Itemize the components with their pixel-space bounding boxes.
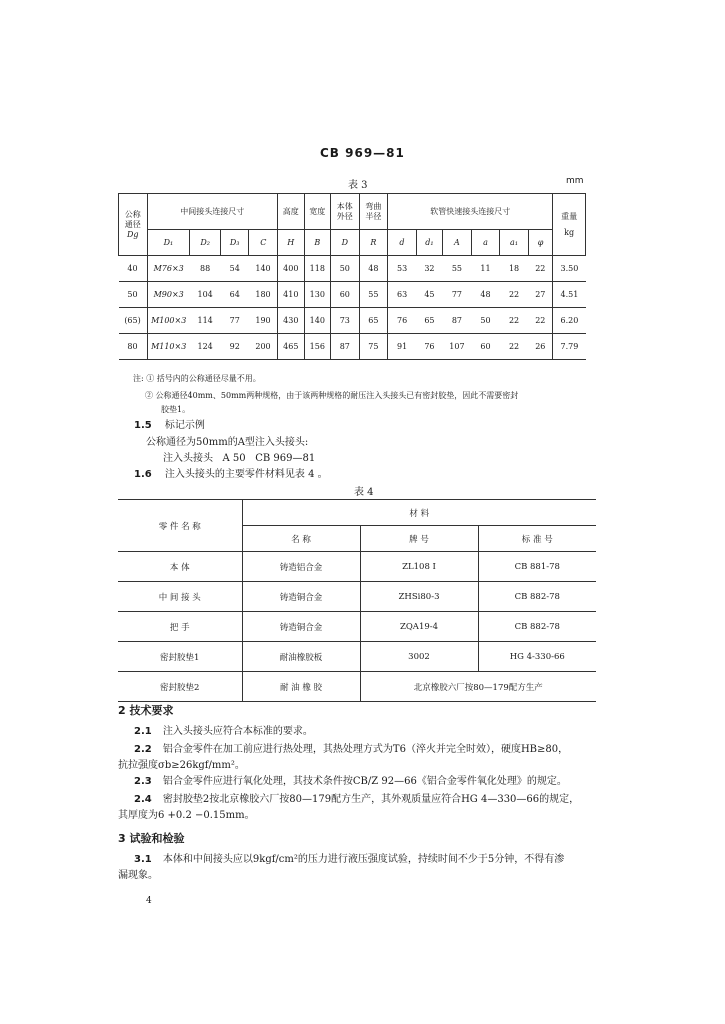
table3-cell: 63 bbox=[388, 282, 417, 308]
body-dia-l1: 本体 bbox=[336, 201, 353, 211]
table3-cell: 50 bbox=[471, 308, 500, 334]
section-1-6-text: 注入头接头的主要零件材料见表 4 。 bbox=[164, 469, 328, 480]
table3-cell: 53 bbox=[388, 256, 417, 282]
para-2-3-num: 2.3 bbox=[134, 776, 152, 787]
para-3-1-text: 本体和中间接头应以9kgf/cm²的压力进行液压强度试验，持续时间不少于5分钟，不得有渗 bbox=[162, 854, 565, 865]
table3-cell: 114 bbox=[190, 308, 221, 334]
para-3-1 bbox=[134, 852, 564, 868]
section-1-5 bbox=[134, 418, 205, 434]
sub-phi: φ bbox=[528, 230, 552, 256]
table3-cell: 22 bbox=[500, 308, 529, 334]
nominal-header bbox=[119, 194, 148, 256]
table3-row bbox=[119, 308, 586, 334]
para-2-3 bbox=[134, 774, 567, 790]
table3-cell: 65 bbox=[359, 308, 388, 334]
note-1: 注: ① 括号内的公称通径尽量不用。 bbox=[133, 374, 261, 383]
table3-cell: 104 bbox=[190, 282, 221, 308]
table3-cell: 77 bbox=[220, 308, 249, 334]
table3-cell: 91 bbox=[388, 334, 417, 360]
para-2-3-text: 铝合金零件应进行氧化处理，其技术条件按CB/Z 92—66《铝合金零件氧化处理》的规定。 bbox=[162, 776, 567, 787]
t4-last-name: 耐 油 橡 胶 bbox=[242, 672, 360, 702]
table3-cell: 3.50 bbox=[553, 256, 586, 282]
sub-aa: a bbox=[471, 230, 500, 256]
table3-cell: 48 bbox=[471, 282, 500, 308]
table4-row bbox=[118, 582, 596, 612]
table4-cell: 把 手 bbox=[118, 612, 242, 642]
table3-cell: 140 bbox=[304, 308, 331, 334]
sub-r: R bbox=[359, 230, 388, 256]
t4-last-merged: 北京橡胶六厂按80—179配方生产 bbox=[360, 672, 596, 702]
table3-cell: 410 bbox=[278, 282, 305, 308]
weight-l2: kg bbox=[564, 227, 575, 237]
table4-cell: 本 体 bbox=[118, 552, 242, 582]
body-dia-header bbox=[331, 194, 360, 230]
table4-cell: CB 882-78 bbox=[478, 582, 596, 612]
table4-cell: CB 881-78 bbox=[478, 552, 596, 582]
para-2-2 bbox=[134, 742, 568, 758]
table4-cell: HG 4-330-66 bbox=[478, 642, 596, 672]
table3-cell: 77 bbox=[443, 282, 472, 308]
table4-cell: ZHSi80-3 bbox=[360, 582, 478, 612]
t4-material-header: 材 料 bbox=[242, 500, 596, 526]
table3-cell: 22 bbox=[500, 282, 529, 308]
standard-number: CB 969—81 bbox=[320, 146, 405, 160]
table4-row bbox=[118, 612, 596, 642]
table3-row bbox=[119, 282, 586, 308]
table3-cell: M110×3 bbox=[147, 334, 190, 360]
sub-a: A bbox=[443, 230, 472, 256]
para-2-1-text: 注入头接头应符合本标准的要求。 bbox=[162, 726, 313, 737]
table3-cell: M76×3 bbox=[147, 256, 190, 282]
table3-cell: 26 bbox=[528, 334, 552, 360]
table3-cell: 64 bbox=[220, 282, 249, 308]
body-dia-l2: 外径 bbox=[336, 211, 353, 221]
para-2-4 bbox=[134, 792, 579, 808]
section-1-6-num: 1.6 bbox=[134, 469, 152, 480]
table3-cell: 87 bbox=[331, 334, 360, 360]
table4-cell: ZL108 I bbox=[360, 552, 478, 582]
marking-line-2: 注入头接头 A 50 CB 969—81 bbox=[163, 453, 316, 464]
table3-cell: 124 bbox=[190, 334, 221, 360]
table3-row bbox=[119, 334, 586, 360]
table3-cell: 50 bbox=[119, 282, 148, 308]
section-3-title: 3 试验和检验 bbox=[118, 832, 185, 845]
table3-cell: 87 bbox=[443, 308, 472, 334]
table3-cell: (65) bbox=[119, 308, 148, 334]
nominal-l1: 公称 bbox=[124, 209, 141, 219]
table3-cell: 45 bbox=[416, 282, 443, 308]
table3-cell: 180 bbox=[249, 282, 278, 308]
table4-cell: ZQA19-4 bbox=[360, 612, 478, 642]
table3-cell: 27 bbox=[528, 282, 552, 308]
table3-cell: 22 bbox=[528, 308, 552, 334]
table3-cell: 22 bbox=[528, 256, 552, 282]
table3-cell: 107 bbox=[443, 334, 472, 360]
para-2-4-cont: 其厚度为6 +0.2 −0.15mm。 bbox=[118, 810, 255, 821]
table3-cell: 130 bbox=[304, 282, 331, 308]
table3-cell: M90×3 bbox=[147, 282, 190, 308]
table3-unit: mm bbox=[566, 176, 584, 186]
para-2-2-num: 2.2 bbox=[134, 744, 152, 755]
section-1-5-title: 标记示例 bbox=[164, 420, 205, 431]
sub-d1: D₁ bbox=[147, 230, 190, 256]
table3-cell: 140 bbox=[249, 256, 278, 282]
sub-c: C bbox=[249, 230, 278, 256]
table3-cell: 50 bbox=[331, 256, 360, 282]
table3-cell: 200 bbox=[249, 334, 278, 360]
t4-part-header: 零 件 名 称 bbox=[118, 500, 242, 552]
table3-cell: 22 bbox=[500, 334, 529, 360]
table4-header-1 bbox=[118, 500, 596, 526]
note-2: ② 公称通径40mm、50mm两种规格，由于该两种规格的耐压注入头接头已有密封胶垫，因此不需要密封 bbox=[145, 391, 519, 400]
table3-cell: 118 bbox=[304, 256, 331, 282]
table3-row bbox=[119, 256, 586, 282]
sub-h: H bbox=[278, 230, 305, 256]
sub-dd: d bbox=[388, 230, 417, 256]
sub-d3: D₃ bbox=[220, 230, 249, 256]
table4-cell: 3002 bbox=[360, 642, 478, 672]
table3-cell: 80 bbox=[119, 334, 148, 360]
bend-l1: 弯曲 bbox=[365, 201, 382, 211]
bend-l2: 半径 bbox=[365, 211, 382, 221]
table3-cell: 32 bbox=[416, 256, 443, 282]
table4-caption: 表 4 bbox=[354, 487, 374, 498]
table3-cell: 88 bbox=[190, 256, 221, 282]
t4-last-part: 密封胶垫2 bbox=[118, 672, 242, 702]
table4-row bbox=[118, 552, 596, 582]
table4-cell: CB 882-78 bbox=[478, 612, 596, 642]
table3-cell: 40 bbox=[119, 256, 148, 282]
table4-row-last bbox=[118, 672, 596, 702]
sub-dd1: d₁ bbox=[416, 230, 443, 256]
table3-cell: 73 bbox=[331, 308, 360, 334]
table3-cell: 465 bbox=[278, 334, 305, 360]
width-header: 宽度 bbox=[304, 194, 331, 230]
weight-l1: 重量 bbox=[561, 211, 578, 221]
table4 bbox=[118, 499, 596, 702]
marking-line-1: 公称通径为50mm的A型注入头接头: bbox=[146, 437, 309, 448]
quick-joint-header: 软管快速接头连接尺寸 bbox=[388, 194, 553, 230]
table3-cell: 6.20 bbox=[553, 308, 586, 334]
para-2-1 bbox=[134, 724, 313, 740]
weight-header bbox=[553, 194, 586, 256]
table3-cell: 18 bbox=[500, 256, 529, 282]
bend-radius-header bbox=[359, 194, 388, 230]
sub-b: B bbox=[304, 230, 331, 256]
sub-a1: a₁ bbox=[500, 230, 529, 256]
note-2-cont: 胶垫1。 bbox=[161, 405, 191, 414]
page-number: 4 bbox=[146, 896, 152, 906]
table4-cell: 耐油橡胶板 bbox=[242, 642, 360, 672]
para-3-1-cont: 漏现象。 bbox=[118, 870, 158, 881]
t4-std-header: 标 准 号 bbox=[478, 526, 596, 552]
table3-body bbox=[119, 256, 586, 360]
table3-cell: 92 bbox=[220, 334, 249, 360]
para-2-4-num: 2.4 bbox=[134, 794, 152, 805]
table3-cell: 4.51 bbox=[553, 282, 586, 308]
section-2-title: 2 技术要求 bbox=[118, 704, 174, 717]
t4-grade-header: 牌 号 bbox=[360, 526, 478, 552]
table3-cell: 55 bbox=[443, 256, 472, 282]
para-2-2-cont: 抗拉强度σb≥26kgf/mm²。 bbox=[118, 760, 245, 771]
nominal-l3: Dg bbox=[127, 229, 139, 239]
table4-cell: 铸造铝合金 bbox=[242, 552, 360, 582]
table3-cell: 65 bbox=[416, 308, 443, 334]
t4-name-header: 名 称 bbox=[242, 526, 360, 552]
table3-cell: 11 bbox=[471, 256, 500, 282]
table3-cell: M100×3 bbox=[147, 308, 190, 334]
table3-group-header bbox=[119, 194, 586, 230]
para-2-1-num: 2.1 bbox=[134, 726, 152, 737]
table3-cell: 76 bbox=[388, 308, 417, 334]
table4-row bbox=[118, 642, 596, 672]
para-3-1-num: 3.1 bbox=[134, 854, 152, 865]
table3-cell: 60 bbox=[331, 282, 360, 308]
table4-body bbox=[118, 552, 596, 672]
table3-cell: 48 bbox=[359, 256, 388, 282]
table3-cell: 60 bbox=[471, 334, 500, 360]
table4-cell: 铸造铜合金 bbox=[242, 612, 360, 642]
table3-cell: 76 bbox=[416, 334, 443, 360]
table3-cell: 54 bbox=[220, 256, 249, 282]
table3-cell: 75 bbox=[359, 334, 388, 360]
table3 bbox=[118, 193, 586, 360]
height-header: 高度 bbox=[278, 194, 305, 230]
sub-d2: D₂ bbox=[190, 230, 221, 256]
table4-cell: 密封胶垫1 bbox=[118, 642, 242, 672]
table4-cell: 铸造铜合金 bbox=[242, 582, 360, 612]
table3-cell: 7.79 bbox=[553, 334, 586, 360]
section-1-6 bbox=[134, 467, 328, 483]
table3-cell: 156 bbox=[304, 334, 331, 360]
sub-d: D bbox=[331, 230, 360, 256]
table4-cell: 中 间 接 头 bbox=[118, 582, 242, 612]
para-2-2-text: 铝合金零件在加工前应进行热处理，其热处理方式为T6（淬火并完全时效），硬度HB≥80， bbox=[162, 744, 569, 755]
table3-cell: 190 bbox=[249, 308, 278, 334]
section-1-5-num: 1.5 bbox=[134, 420, 152, 431]
nominal-l2: 通径 bbox=[124, 219, 141, 229]
table3-caption: 表 3 bbox=[348, 180, 368, 191]
para-2-4-text: 密封胶垫2按北京橡胶六厂按80—179配方生产，其外观质量应符合HG 4—330—66的规定， bbox=[162, 794, 580, 805]
table3-subheader bbox=[119, 230, 586, 256]
middle-joint-header: 中间接头连接尺寸 bbox=[147, 194, 277, 230]
table3-cell: 55 bbox=[359, 282, 388, 308]
table3-cell: 400 bbox=[278, 256, 305, 282]
table3-cell: 430 bbox=[278, 308, 305, 334]
